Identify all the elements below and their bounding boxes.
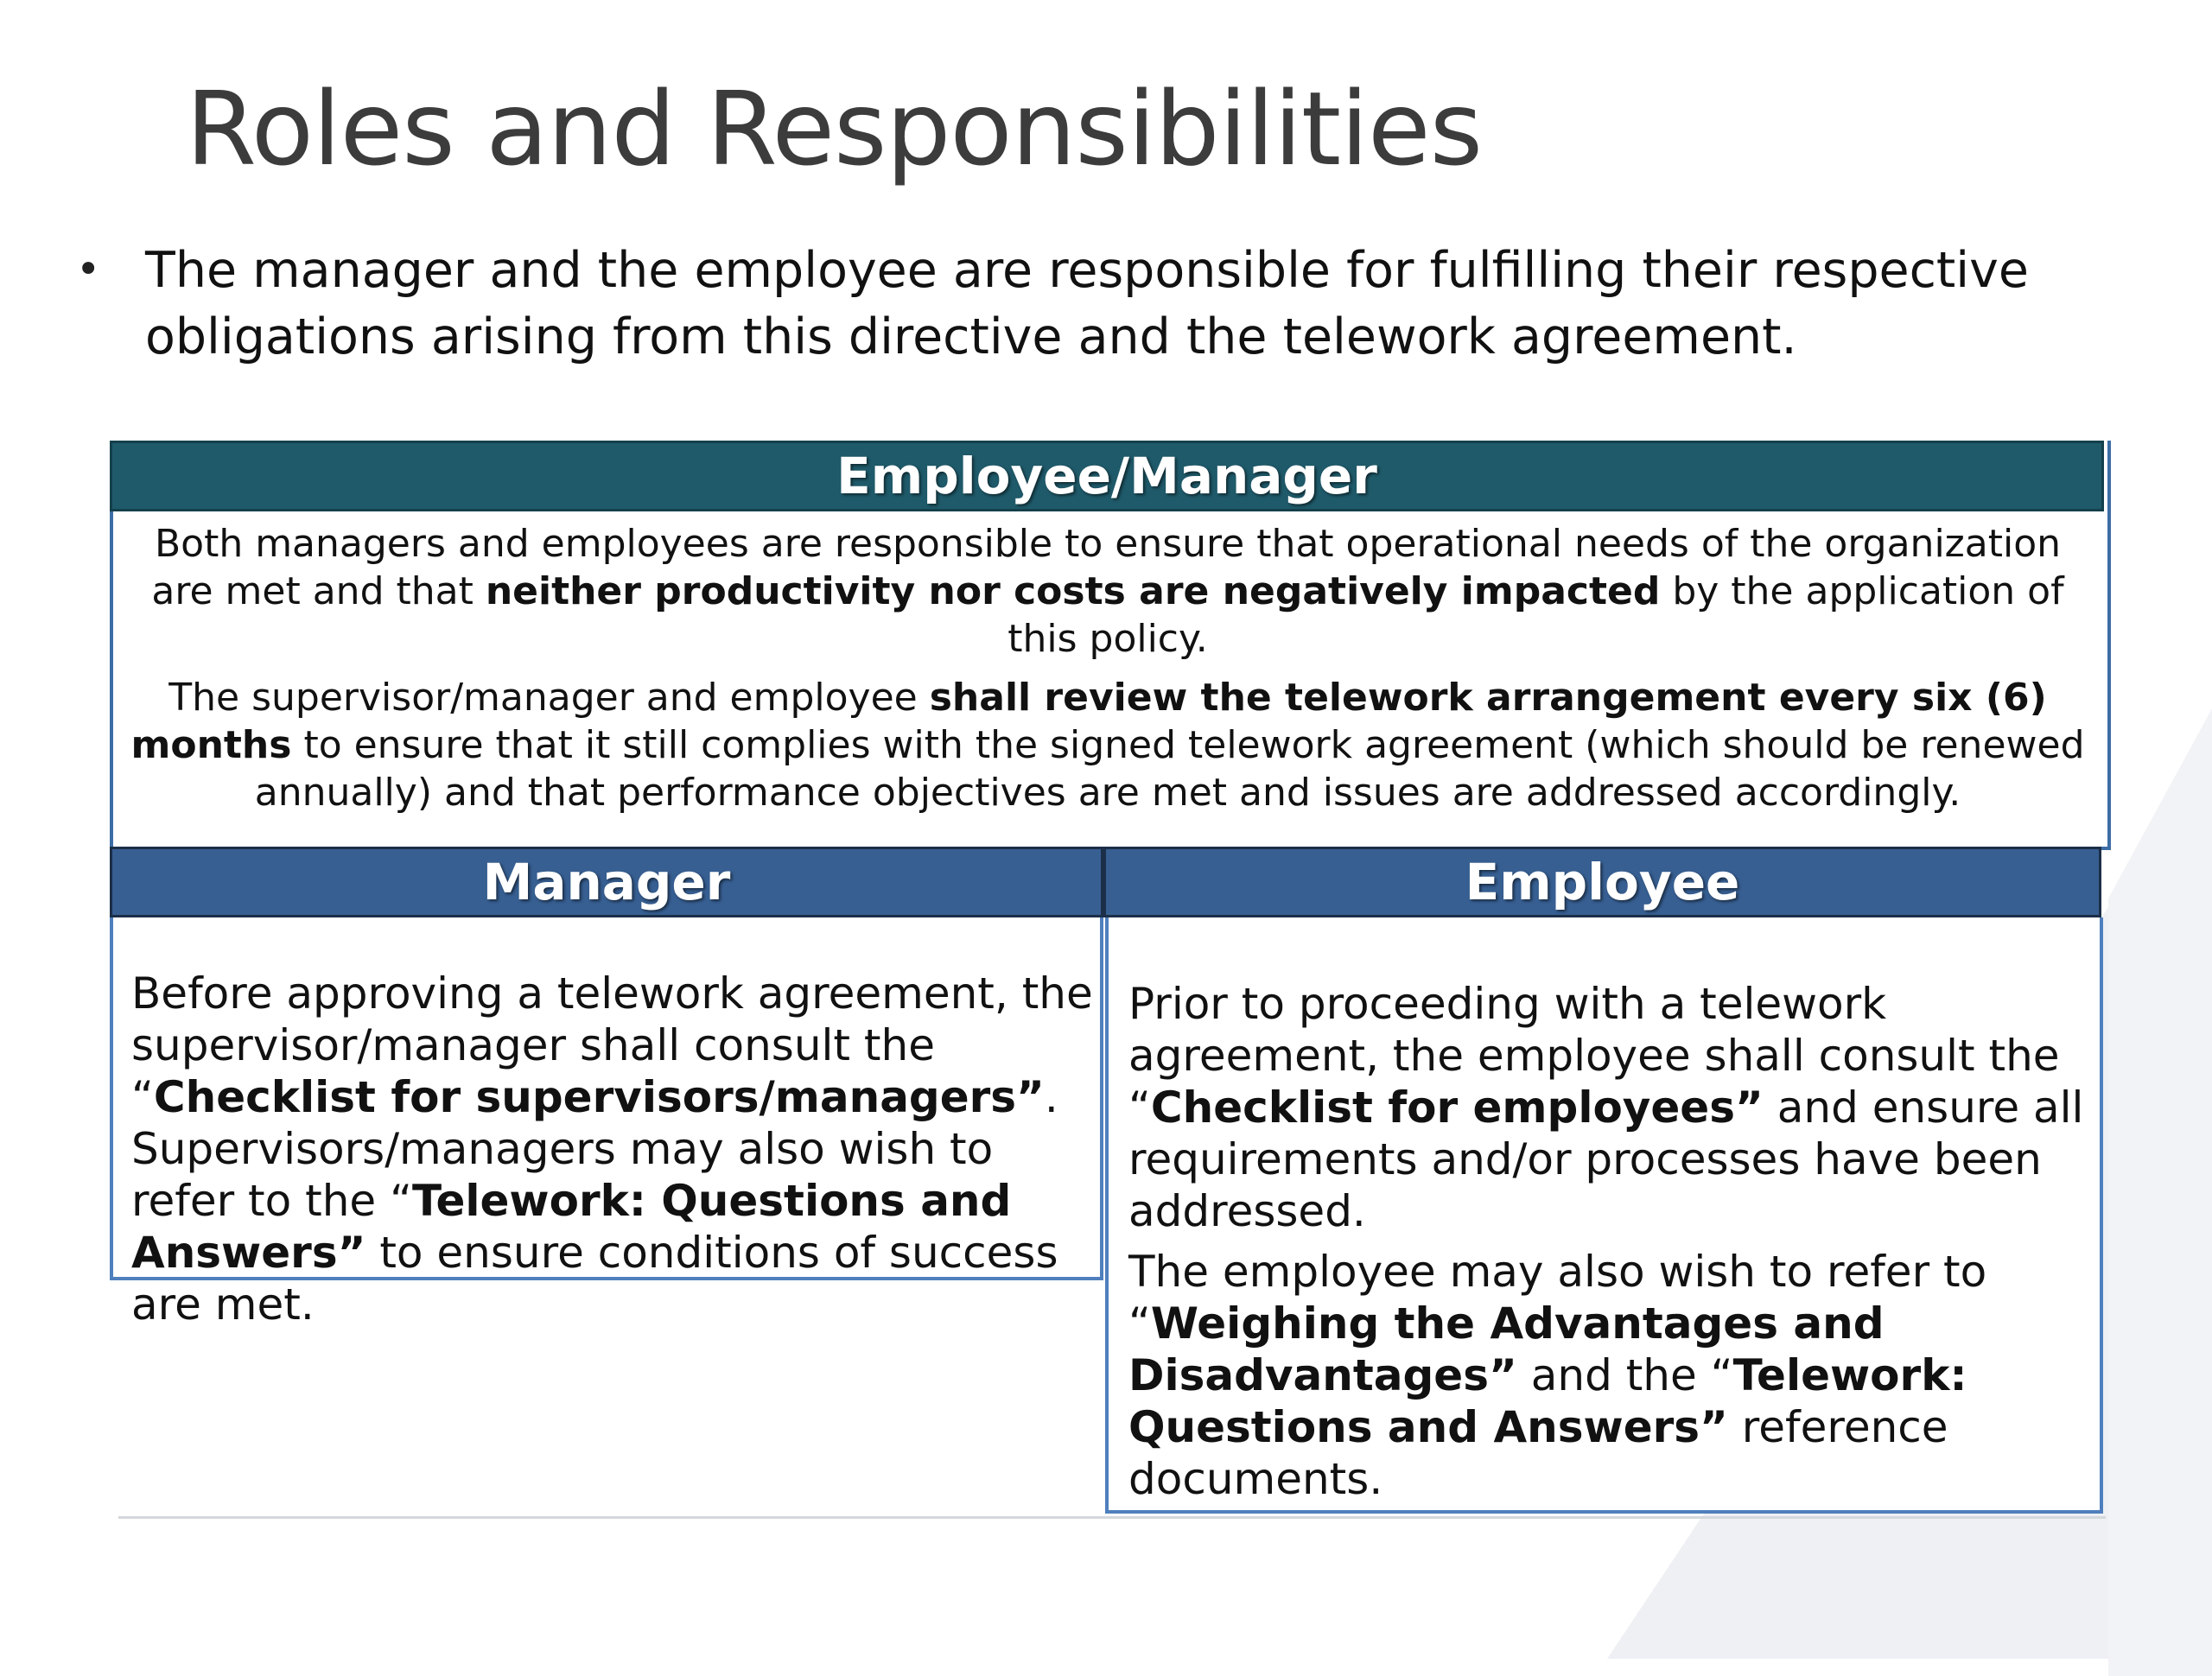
bold-segment: Telework: Questions and Answers” — [1128, 1350, 1967, 1452]
shared-responsibility-paragraph — [123, 520, 2093, 663]
employee-paragraph-2 — [1128, 1246, 2088, 1505]
text-segment: to ensure conditions of success are met. — [131, 1228, 1058, 1330]
review-paragraph — [123, 674, 2093, 816]
text-segment: and ensure all requirements and/or processes have been addressed. — [1128, 1082, 2084, 1236]
bold-segment: Weighing the Advantages and Disadvantages” — [1128, 1298, 1885, 1400]
footer-divider — [118, 1516, 2106, 1519]
bullet-text: The manager and the employee are responsible for fulfilling their respective obligations arising from this directive and the telework agreement. — [145, 242, 2029, 365]
bold-segment: Checklist for employees” — [1150, 1082, 1764, 1133]
text-segment: Prior to proceeding with a telework agreement, the employee shall consult the “ — [1128, 979, 2060, 1133]
text-segment: Both managers and employees are responsible to ensure that operational needs of the organization are met and that — [151, 522, 2062, 613]
bold-segment: Checklist for supervisors/managers” — [153, 1072, 1045, 1122]
manager-paragraph — [131, 968, 1108, 1330]
text-segment: Before approving a telework agreement, the supervisor/manager shall consult the “ — [131, 968, 1093, 1122]
employee-paragraph-1 — [1128, 978, 2088, 1237]
bold-segment: shall review the telework arrangement every six (6) months — [130, 676, 2047, 767]
text-segment: and the “ — [1516, 1350, 1733, 1400]
text-segment: . Supervisors/managers may also wish to refer to the “ — [131, 1072, 1058, 1226]
background-shape-accent — [2108, 708, 2212, 1676]
bold-segment: neither productivity nor costs are negatively impacted — [485, 569, 1661, 613]
bullet-icon: • — [76, 245, 101, 294]
employee-manager-header: Employee/Manager — [110, 441, 2104, 511]
employee-header: Employee — [1103, 847, 2101, 917]
text-segment: The employee may also wish to refer to “ — [1128, 1247, 1987, 1349]
text-segment: The supervisor/manager and employee — [168, 676, 930, 720]
text-segment: to ensure that it still complies with the signed telework agreement (which should be renewed annually) and that performance objectives are met and issues are addressed accordingly. — [254, 723, 2085, 815]
slide-title: Roles and Responsibilities — [186, 69, 1483, 188]
manager-header: Manager — [110, 847, 1103, 917]
text-segment: reference documents. — [1128, 1402, 1948, 1504]
text-segment: by the application of this policy. — [1007, 569, 2064, 661]
bold-segment: Telework: Questions and Answers” — [131, 1176, 1012, 1278]
